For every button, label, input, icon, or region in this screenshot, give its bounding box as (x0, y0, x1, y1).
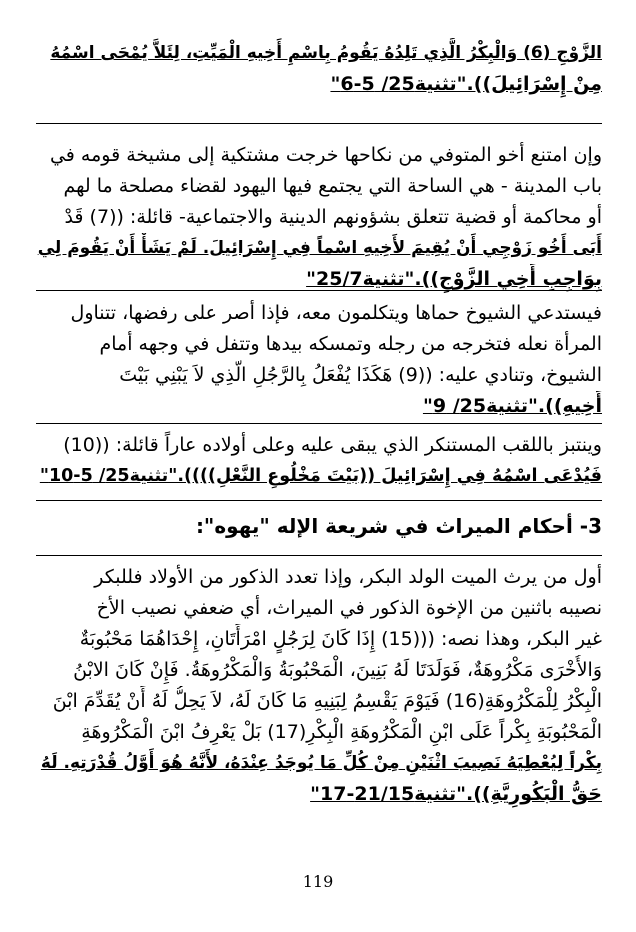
text-line: المرأة نعله فتخرجه من رجله وتمسكه بيدها وتتفل في وجهه أمام (99, 333, 602, 355)
text-line: باب المدينة - هي الساحة التي يجتمع فيها اليهود لقضاء مصلحة ما لهم (63, 175, 602, 197)
text-line: بِكْراً لِيُعْطِيَهُ نَصِيبَ اثْنَيْنِ مِنْ كُلِّ مَا يُوجَدُ عِنْدَهُ، لأَنَّهُ هُوَ أَوَّلُ قُدْرَتِهِ. لَهُ (40, 753, 602, 773)
paragraph-3 (36, 298, 602, 422)
text-line: حَقُّ الْبَكُورِيَّةِ))."تثنية21/15-17" (310, 783, 602, 805)
text-line: بِوَاجِبِ أَخِي الزَّوْجِ))."تثنية25/7" (306, 268, 602, 290)
section-divider (36, 500, 602, 501)
text-line: نصيبه باثنين من الإخوة الذكور في الميراث، أي ضعفي نصيب الأخ (96, 597, 602, 619)
text-line: مِنْ إِسْرَائِيلَ))."تثنية25/ 5-6" (330, 73, 602, 95)
text-line: الشيوخ، وتنادي عليه: ((9) هَكَذَا يُفْعَلُ بِالرَّجُلِ الَّذِي لاَ يَبْنِي بَيْتَ (119, 364, 602, 386)
section-heading: 3- أحكام الميراث في شريعة الإله "يهوه": (195, 514, 602, 538)
text-line: الْمَحْبُوبَةِ بِكْراً عَلَى ابْنِ الْمَكْرُوهَةِ الْبِكْرِ(17) بَلْ يَعْرِفُ ابْنَ الْمَكْرُوهَةِ (81, 721, 602, 743)
text-line: وإن امتنع أخو المتوفي من نكاحها خرجت مشتكية إلى مشيخة قومه في (49, 144, 602, 166)
paragraph-2 (36, 140, 602, 295)
text-line: الزَّوْجِ (6) وَالْبِكْرُ الَّذِي تَلِدُهُ يَقُومُ بِاسْمِ أَخِيهِ الْمَيِّتِ، لِئَلاَّ يُمْحَى اسْمُهُ (50, 43, 602, 63)
text-line: وَالأُخْرَى مَكْرُوهَةٌ، فَوَلَدَتَا لَهُ بَنِينَ، الْمَحْبُوبَةُ وَالْمَكْرُوهَةُ. فَإِنْ كَانَ الابْنُ (73, 659, 602, 681)
section-divider (36, 555, 602, 556)
text-line: أول من يرث الميت الولد البكر، وإذا تعدد الذكور من الأولاد فللبكر (94, 566, 602, 588)
text-line: غير البكر، وهذا نصه: (((15) إِذَا كَانَ لِرَجُلٍ امْرَأَتَانِ، إِحْدَاهُمَا مَحْبُوبَةٌ (79, 628, 602, 650)
paragraph-4 (36, 430, 602, 492)
text-line: أَبَى أَخُو زَوْجِي أَنْ يُقِيمَ لأَخِيهِ اسْماً فِي إِسْرَائِيلَ. لَمْ يَشَأْ أَنْ يَقُومَ لِي (37, 238, 602, 258)
text-line: الْبِكْرُ لِلْمَكْرُوهَةِ(16) فَيَوْمَ يَقْسِمُ لِبَنِيهِ مَا كَانَ لَهُ، لاَ يَحِلُّ لَهُ أَنْ يُقَدِّمَ ابْنَ (52, 690, 602, 712)
section-divider (36, 123, 602, 124)
page-number: 119 (302, 872, 334, 891)
paragraph-5 (36, 562, 602, 810)
text-line: فيستدعي الشيوخ حماها ويتكلمون معه، فإذا أصر على رفضها، تتناول (70, 302, 602, 324)
quote-block-1 (36, 38, 602, 100)
section-divider (36, 290, 602, 291)
section-divider (36, 423, 602, 424)
text-line: أَخِيهِ))."تثنية25/ 9" (422, 395, 602, 417)
text-line: أو محاكمة أو قضية تتعلق بشؤونهم الدينية والاجتماعية- قائلة: ((7) قَدْ (64, 206, 602, 228)
text-line: وينتبز باللقب المستنكر الذي يبقى عليه وعلى أولاده عاراً قائلة: ((10) (63, 434, 602, 456)
text-line: فَيُدْعَى اسْمُهُ فِي إِسْرَائِيلَ ((بَيْتَ مَخْلُوعِ النَّعْلِ))))."تثنية25/ 5-10" (39, 466, 602, 486)
